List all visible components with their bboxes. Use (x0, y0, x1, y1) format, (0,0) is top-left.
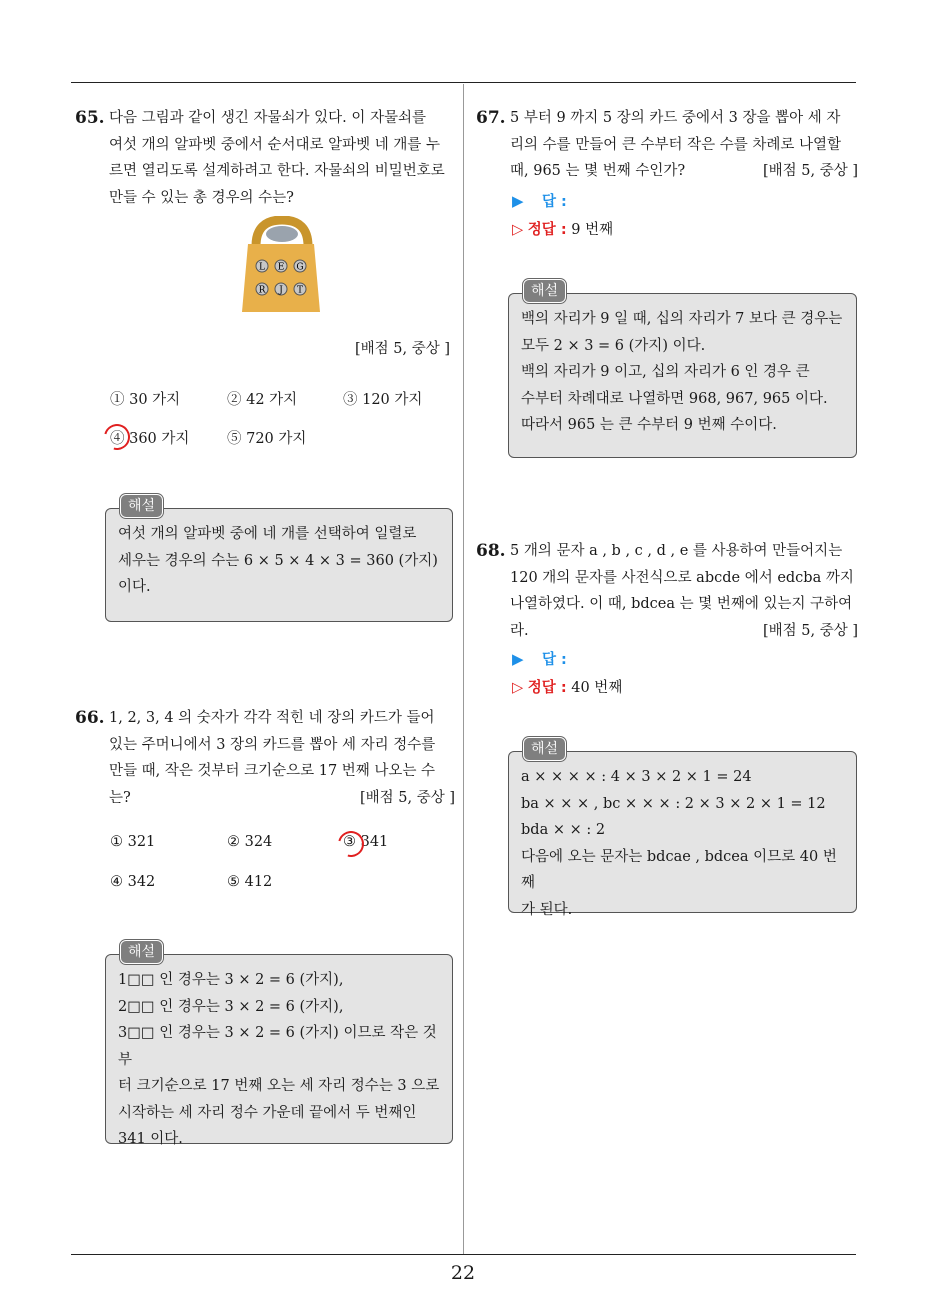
explanation-tag: 해설 (120, 494, 163, 518)
page-number: 22 (450, 1262, 476, 1284)
lock-key-J: J (279, 285, 283, 296)
question-text: 5 부터 9 까지 5 장의 카드 중에서 3 장을 뽑아 세 자 리의 수를 만들어 큰 수부터 작은 수를 차례로 나열할 때, 965 는 몇 번째 수인가? [배점 5, 중상 ] (510, 105, 858, 185)
score-68: [배점 5, 중상 ] (762, 622, 858, 639)
explanation-66: 해설 1□□ 인 경우는 3 × 2 = 6 (가지), 2□□ 인 경우는 3 × 2 = 6 (가지), 3□□ 인 경우는 3 × 2 = 6 (가지) 이므로 작은 것부 터 크기순으로 17 번째 오는 세 자리 정수는 3 으로 시작하는 세 자리 정수 가운데 끝에서 두 번째인 341 이다. (105, 954, 453, 1144)
correct-arrow-icon: ▷ (512, 680, 524, 696)
question-number: 65. (75, 108, 105, 128)
answer-label: 답 : (541, 194, 567, 210)
choice-2[interactable]: ② 324 (227, 834, 273, 850)
selected-answer-circle (99, 419, 135, 455)
explanation-tag: 해설 (523, 737, 566, 761)
question-text: 5 개의 문자 a , b , c , d , e 를 사용하여 만들어지는 120 개의 문자를 사전식으로 abcde 에서 edcba 까지 나열하였다. 이 때, bdcea 는 몇 번째에 있는지 구하여 라. [배점 5, 중상 ] (510, 538, 858, 644)
lock-key-L: L (259, 262, 265, 273)
choice-3[interactable]: ③ 341 (343, 834, 389, 850)
selected-answer-circle (333, 826, 369, 862)
padlock-image (242, 216, 320, 316)
question-66 (75, 705, 455, 811)
correct-value: 40 번째 (571, 680, 623, 696)
answer-arrow-icon: ▶ (512, 192, 524, 210)
lock-key-T: T (296, 285, 304, 296)
score-66: [배점 5, 중상 ] (359, 789, 455, 806)
choice-5[interactable]: ⑤ 412 (227, 874, 273, 890)
question-number: 67. (476, 108, 506, 128)
question-number: 68. (476, 541, 506, 561)
top-rule (71, 82, 856, 83)
correct-arrow-icon: ▷ (512, 222, 524, 238)
answer-label: 답 : (541, 652, 567, 668)
score-65: [배점 5, 중상 ] (354, 341, 450, 357)
question-65 (75, 105, 455, 211)
bottom-rule (71, 1254, 856, 1255)
question-text: 다음 그림과 같이 생긴 자물쇠가 있다. 이 자물쇠를 여섯 개의 알파벳 중에서 순서대로 알파벳 네 개를 누 르면 열리도록 설계하려고 한다. 자물쇠의 비밀번호로 만들 수 있는 총 경우의 수는? (109, 110, 445, 206)
correct-label: 정답 : (527, 222, 567, 238)
choice-1[interactable]: ① 321 (110, 834, 156, 850)
explanation-tag: 해설 (523, 279, 566, 303)
question-68 (476, 538, 858, 644)
choice-3[interactable]: ③ 120 가지 (343, 392, 423, 408)
lock-key-G: G (296, 262, 304, 273)
choice-2[interactable]: ② 42 가지 (227, 392, 298, 408)
explanation-68: 해설 a × × × × : 4 × 3 × 2 × 1 = 24 ba × × × , bc × × × : 2 × 3 × 2 × 1 = 12 bda × × : 2 다음에 오는 문자는 bdcae , bdcea 이므로 40 번째 가 된다. (508, 751, 857, 913)
explanation-67: 해설 백의 자리가 9 일 때, 십의 자리가 7 보다 큰 경우는 모두 2 × 3 = 6 (가지) 이다. 백의 자리가 9 이고, 십의 자리가 6 인 경우 큰 수부터 차례대로 나열하면 968, 967, 965 이다. 따라서 965 는 큰 수부터 9 번째 수이다. (508, 293, 857, 458)
column-divider (463, 84, 464, 1254)
choice-4[interactable]: ④ 342 (110, 874, 156, 890)
correct-label: 정답 : (527, 680, 567, 696)
answer-arrow-icon: ▶ (512, 650, 524, 668)
lock-key-E: E (277, 262, 285, 273)
choice-5[interactable]: ⑤ 720 가지 (227, 431, 307, 447)
lock-key-R: R (258, 285, 266, 296)
question-text: 1, 2, 3, 4 의 숫자가 각각 적힌 네 장의 카드가 들어 있는 주머니에서 3 장의 카드를 뽑아 세 자리 정수를 만들 때, 작은 것부터 크기순으로 17 번째 나오는 수 는? [배점 5, 중상 ] (109, 705, 455, 811)
choice-1[interactable]: ① 30 가지 (110, 392, 181, 408)
explanation-tag: 해설 (120, 940, 163, 964)
score-67: [배점 5, 중상 ] (762, 163, 858, 179)
explanation-65: 해설 여섯 개의 알파벳 중에 네 개를 선택하여 일렬로 세우는 경우의 수는 6 × 5 × 4 × 3 = 360 (가지) 이다. (105, 508, 453, 622)
question-number: 66. (75, 708, 105, 728)
correct-value: 9 번째 (571, 222, 614, 238)
question-67 (476, 105, 858, 185)
choice-4[interactable]: ④ 360 가지 (110, 431, 190, 447)
